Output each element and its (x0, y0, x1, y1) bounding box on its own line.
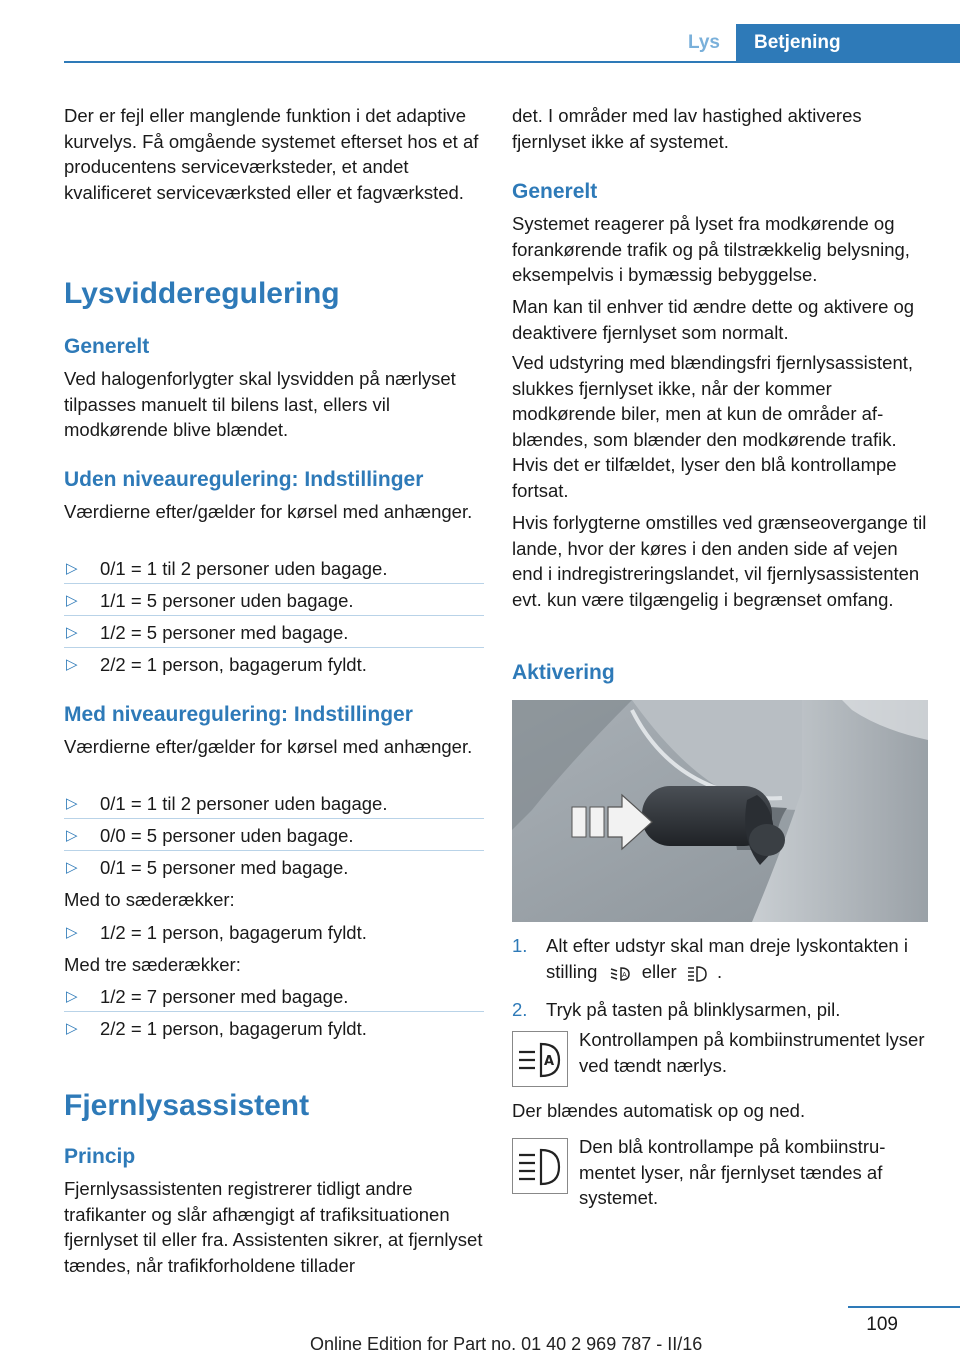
list-item: ▷ 1/1 = 5 personer uden bagage. (64, 588, 484, 620)
edition-line: Online Edition for Part no. 01 40 2 969 787 - II/16 (310, 1334, 703, 1354)
triangle-bullet-icon: ▷ (66, 988, 78, 1005)
list-item: 1. Alt efter udstyr skal man dreje lyskontakten i stilling A eller . (512, 935, 908, 982)
continued-paragraph: det. I områder med lav hastighed aktiveres fjernlyset ikke af systemet. (512, 105, 862, 152)
heading-aktivering: Aktivering (512, 661, 615, 684)
svg-text:A: A (621, 970, 627, 979)
heading-lysvidderegulering: Lysvidderegulering (64, 277, 340, 310)
heading-med-niveauregulering: Med niveauregulering: Indstillinger (64, 703, 413, 726)
indicator2-text: Den blå kontrollampe på kombiinstrumentet lyser, når fjernlyset tændes af systemet. (579, 1136, 886, 1209)
list-item: ▷ 2/2 = 1 person, bagagerum fyldt. (64, 652, 484, 684)
list-item: 2. Tryk på tasten på blinklysarmen, pil. (512, 999, 841, 1020)
triangle-bullet-icon: ▷ (66, 656, 78, 673)
header-section-label: Lys (687, 32, 721, 53)
indicator1-text: Kontrollampen på kombiinstrumentet lyser ved tændt nærlys. (579, 1029, 925, 1076)
triangle-bullet-icon: ▷ (66, 592, 78, 609)
triangle-bullet-icon: ▷ (66, 624, 78, 641)
heading-generelt-2: Generelt (512, 180, 598, 203)
list-item: ▷ 1/2 = 1 person, bagagerum fyldt. (64, 920, 484, 952)
heading-uden-niveauregulering: Uden niveauregulering: Indstillinger (64, 468, 424, 491)
triangle-bullet-icon: ▷ (66, 795, 78, 812)
triangle-bullet-icon: ▷ (66, 1020, 78, 1037)
generelt-p4: Hvis forlygterne omstilles ved grænseovergange til lande, hvor der køres i den anden side af vejen end i indregistreringslandet, vil fjernlysassistenten evt. kun være tilgængelig i begrænset omfang. (512, 512, 927, 610)
med-to-list (64, 920, 484, 952)
stalk-photo (512, 700, 928, 922)
med-list (64, 791, 484, 887)
generelt-p3: Ved udstyring med blændingsfri fjernlysassistent, slukkes fjernlyset ikke, når der kommer modkørende biler, men at kun de områder afblændes, som blænder den modkørende trafik. Hvis det er tilfældet, lyser den blå kontrollampe fortsat. (512, 352, 914, 501)
med-to-label: Med to sæderækker: (64, 889, 235, 910)
low-beam-auto-icon (609, 964, 631, 982)
list-item: ▷ 0/0 = 5 personer uden bagage. (64, 823, 484, 855)
med-paragraph: Værdierne efter/gælder for kørsel med anhænger. (64, 736, 473, 757)
list-item: ▷ 0/1 = 1 til 2 personer uden bagage. (64, 791, 484, 823)
list-item: ▷ 0/1 = 1 til 2 personer uden bagage. (64, 556, 484, 588)
generelt-p1: Systemet reagerer på lyset fra modkørende og forankørende trafik og på tilstrækkelig belysning, eksempelvis i bymæssig bebyggelse. (512, 213, 910, 286)
heading-princip: Princip (64, 1145, 136, 1168)
list-item: ▷ 2/2 = 1 person, bagagerum fyldt. (64, 1016, 484, 1048)
triangle-bullet-icon: ▷ (66, 827, 78, 844)
list-item: ▷ 1/2 = 7 personer med bagage. (64, 984, 484, 1016)
svg-text:A: A (544, 1054, 555, 1069)
triangle-bullet-icon: ▷ (66, 560, 78, 577)
blaendes-paragraph: Der blændes automatisk op og ned. (512, 1100, 806, 1121)
header-rule (64, 61, 960, 63)
triangle-bullet-icon: ▷ (66, 859, 78, 876)
low-beam-indicator-icon (512, 1031, 568, 1087)
generelt-paragraph: Ved halogenforlygter skal lysvidden på nærlyset tilpasses manuelt til bilens last, ellers vil modkørende blive blændet. (64, 368, 456, 441)
triangle-bullet-icon: ▷ (66, 924, 78, 941)
header-chapter-tab: Betjening (736, 24, 960, 63)
uden-paragraph: Værdierne efter/gælder for kørsel med anhænger. (64, 501, 473, 522)
uden-list (64, 556, 484, 684)
list-item: ▷ 0/1 = 5 personer med bagage. (64, 855, 484, 887)
generelt-p2: Man kan til enhver tid ændre dette og aktivere og deaktivere fjernlyset som normalt. (512, 296, 915, 343)
princip-paragraph: Fjernlysassistenten registrerer tidligt andre trafikanter og slår afhængigt af trafiksituationen fjernlyset til eller fra. Assistenten sikrer, at fjernlyset tændes, når trafikforholdene tillader (64, 1178, 483, 1276)
list-item: ▷ 1/2 = 5 personer med bagage. (64, 620, 484, 652)
med-tre-label: Med tre sæderækker: (64, 954, 241, 975)
intro-paragraph: Der er fejl eller manglende funktion i det adaptive kurvelys. Få omgående systemet efterset hos et af producentens serviceværksteder, et andet kvalificeret serviceværksted eller et fagværksted. (64, 105, 479, 203)
high-beam-indicator-icon (512, 1138, 568, 1194)
footer-rule (848, 1306, 960, 1308)
aktivering-steps (512, 933, 932, 1029)
med-tre-list (64, 984, 484, 1048)
heading-fjernlysassistent: Fjernlysassistent (64, 1089, 310, 1122)
high-beam-auto-icon (686, 964, 708, 982)
heading-generelt: Generelt (64, 335, 150, 358)
page-number: 109 (866, 1314, 898, 1335)
